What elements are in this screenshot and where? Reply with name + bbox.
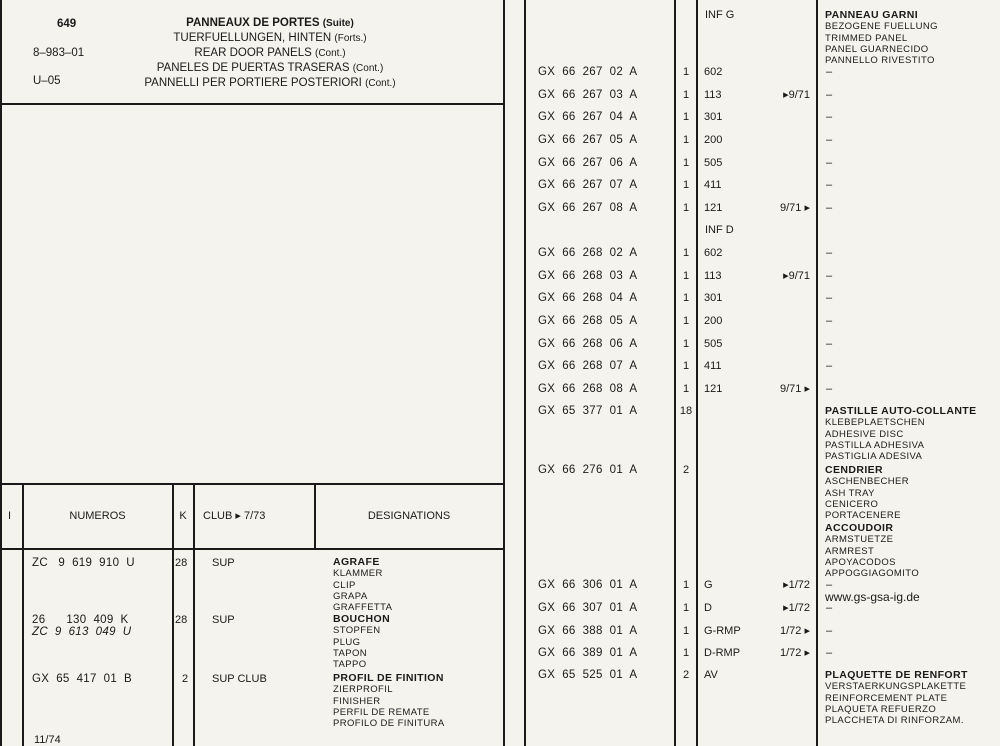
title-es: PANELES DE PUERTAS TRASERAS (Cont.) (156, 62, 384, 74)
part-number: GX 66 268 05 A (538, 315, 638, 327)
col-header-k: K (179, 510, 187, 522)
part-qty: 1 (682, 202, 690, 214)
left-row-2-club: SUP (212, 614, 235, 626)
part-designation-dash: – (826, 292, 833, 304)
part-date: ▸9/71 (783, 270, 810, 282)
part-designation-dash: – (826, 66, 833, 78)
part-code: 200 (704, 134, 723, 146)
part-code: 121 (704, 202, 723, 214)
part-qty: 1 (682, 579, 690, 591)
left-row-3-k: 2 (182, 673, 189, 685)
designation-panneau: PANNEAU GARNI BEZOGENE FUELLUNG TRIMMED PANEL PANEL GUARNECIDO PANNELLO RIVESTITO (825, 9, 938, 67)
part-qty: 1 (682, 66, 690, 78)
part-code: G-RMP (704, 625, 741, 637)
left-row-2-number: 26 130 409 K (32, 614, 129, 626)
table-header-bottom-line (0, 548, 504, 550)
left-row-3-designation: PROFIL DE FINITION ZIERPROFIL FINISHER PERFIL DE REMATE PROFILO DE FINITURA (333, 672, 445, 730)
part-designation-dash: – (826, 202, 833, 214)
part-qty: 1 (682, 247, 690, 259)
part-date: 9/71 ▸ (780, 202, 810, 214)
part-date: 1/72 ▸ (780, 625, 810, 637)
part-date: 9/71 ▸ (780, 383, 810, 395)
part-code: 505 (704, 338, 723, 350)
part-number: GX 66 267 08 A (538, 202, 638, 214)
col-i-divider (22, 483, 24, 746)
part-qty: 1 (682, 625, 690, 637)
center-gutter-line (524, 0, 526, 746)
ref-code: 8–983–01 (33, 47, 85, 59)
part-number: GX 66 267 07 A (538, 179, 638, 191)
part-code: 411 (704, 179, 722, 191)
designation-plaquette: PLAQUETTE DE RENFORT VERSTAERKUNGSPLAKETTE REINFORCEMENT PLATE PLAQUETA REFUERZO PLACCHETA DI RINFORZAM. (825, 669, 968, 727)
part-date: ▸1/72 (783, 602, 810, 614)
part-code: 113 (704, 89, 722, 101)
part-code: 113 (704, 270, 722, 282)
footer-date: 11/74 (34, 734, 61, 746)
col-header-i: I (8, 510, 12, 522)
part-designation-dash: – (826, 625, 833, 637)
part-number: GX 66 306 01 A (538, 579, 638, 591)
part-qty: 1 (682, 360, 690, 372)
part-designation-dash: – (826, 179, 833, 191)
part-number: GX 66 267 02 A (538, 66, 638, 78)
part-date: ▸1/72 (783, 579, 810, 591)
part-code: D (704, 602, 712, 614)
website-link[interactable]: www.gs-gsa-ig.de (825, 590, 920, 604)
part-designation-dash: – (826, 89, 833, 101)
part-code: 301 (704, 111, 723, 123)
part-code: 301 (704, 292, 723, 304)
part-qty: 1 (682, 602, 690, 614)
qty-divider (674, 0, 676, 746)
part-number: GX 66 267 04 A (538, 111, 638, 123)
header-bottom-line (0, 103, 504, 105)
part-number: GX 66 268 03 A (538, 270, 638, 282)
designation-pastille: PASTILLE AUTO-COLLANTE KLEBEPLAETSCHEN ADHESIVE DISC PASTILLA ADHESIVA PASTIGLIA ADESIVA (825, 405, 977, 463)
part-code: 602 (704, 247, 723, 259)
title-block (120, 16, 420, 91)
left-row-1-number: ZC 9 619 910 U (32, 557, 135, 569)
part-designation-dash: – (826, 111, 833, 123)
part-qty: 1 (682, 292, 690, 304)
part-code: 602 (704, 66, 723, 78)
part-qty: 2 (682, 669, 690, 681)
col-header-club: CLUB ▸ 7/73 (203, 510, 266, 522)
left-row-1-designation: AGRAFE KLAMMER CLIP GRAPA GRAFFETTA (333, 556, 393, 614)
col-header-numeros: NUMEROS (69, 510, 126, 522)
part-date: 1/72 ▸ (780, 647, 810, 659)
title-fr: PANNEAUX DE PORTES (Suite) (186, 17, 354, 29)
part-number: GX 66 268 07 A (538, 360, 638, 372)
part-number: GX 66 267 05 A (538, 134, 638, 146)
inf-d-label: INF D (705, 224, 734, 236)
part-number: GX 65 525 01 A (538, 669, 638, 681)
part-qty: 1 (682, 383, 690, 395)
part-designation-dash: – (826, 338, 833, 350)
part-designation-dash: – (826, 579, 833, 591)
part-qty: 1 (682, 315, 690, 327)
part-code: 505 (704, 157, 723, 169)
left-row-3-club: SUP CLUB (212, 673, 267, 685)
part-code: G (704, 579, 713, 591)
part-designation-dash: – (826, 134, 833, 146)
page-number: 649 (57, 18, 77, 30)
part-designation-dash: – (826, 247, 833, 259)
code-divider (696, 0, 698, 746)
u-code: U–05 (33, 75, 61, 87)
part-qty: 1 (682, 157, 690, 169)
part-designation-dash: – (826, 270, 833, 282)
title-en: REAR DOOR PANELS (Cont.) (194, 47, 346, 59)
part-qty: 18 (679, 405, 693, 417)
part-designation-dash: – (826, 602, 833, 614)
part-code: 200 (704, 315, 723, 327)
title-de: TUERFUELLUNGEN, HINTEN (Forts.) (173, 32, 367, 44)
part-designation-dash: – (826, 360, 833, 372)
part-number: GX 66 389 01 A (538, 647, 638, 659)
part-number: GX 66 388 01 A (538, 625, 638, 637)
part-qty: 1 (682, 270, 690, 282)
part-qty: 2 (682, 464, 690, 476)
part-designation-dash: – (826, 647, 833, 659)
part-number: GX 66 268 02 A (538, 247, 638, 259)
col-numeros-divider (172, 483, 174, 746)
part-date: ▸9/71 (783, 89, 810, 101)
designation-accoudoir: ACCOUDOIR ARMSTUETZE ARMREST APOYACODOS APPOGGIAGOMITO (825, 522, 920, 580)
part-designation-dash: – (826, 383, 833, 395)
part-number: GX 65 377 01 A (538, 405, 638, 417)
left-row-3-number: GX 65 417 01 B (32, 673, 133, 685)
part-qty: 1 (682, 647, 690, 659)
part-number: GX 66 307 01 A (538, 602, 638, 614)
part-code: AV (704, 669, 718, 681)
part-qty: 1 (682, 338, 690, 350)
inf-g-label: INF G (705, 9, 735, 21)
col-header-designations: DESIGNATIONS (367, 510, 451, 522)
part-number: GX 66 267 03 A (538, 89, 638, 101)
left-border (0, 0, 2, 746)
left-row-2-number-alt: ZC 9 613 049 U (32, 626, 132, 638)
left-panel-divider (503, 0, 505, 746)
left-row-1-club: SUP (212, 557, 235, 569)
part-qty: 1 (682, 89, 690, 101)
desig-divider (816, 0, 818, 746)
part-number: GX 66 276 01 A (538, 464, 638, 476)
part-number: GX 66 268 04 A (538, 292, 638, 304)
part-number: GX 66 267 06 A (538, 157, 638, 169)
left-row-2-designation: BOUCHON STOPFEN PLUG TAPON TAPPO (333, 613, 391, 671)
col-k-divider (193, 483, 195, 746)
part-code: 121 (704, 383, 723, 395)
left-row-2-k: 28 (175, 614, 188, 626)
title-it: PANNELLI PER PORTIERE POSTERIORI (Cont.) (144, 77, 396, 89)
part-designation-dash: – (826, 157, 833, 169)
part-qty: 1 (682, 134, 690, 146)
part-designation-dash: – (826, 315, 833, 327)
part-qty: 1 (682, 111, 690, 123)
table-header-top-line (0, 483, 504, 485)
part-number: GX 66 268 08 A (538, 383, 638, 395)
part-number: GX 66 268 06 A (538, 338, 638, 350)
part-code: 411 (704, 360, 722, 372)
designation-cendrier: CENDRIER ASCHENBECHER ASH TRAY CENICERO PORTACENERE (825, 464, 909, 522)
part-qty: 1 (682, 179, 690, 191)
left-row-1-k: 28 (175, 557, 188, 569)
part-code: D-RMP (704, 647, 741, 659)
